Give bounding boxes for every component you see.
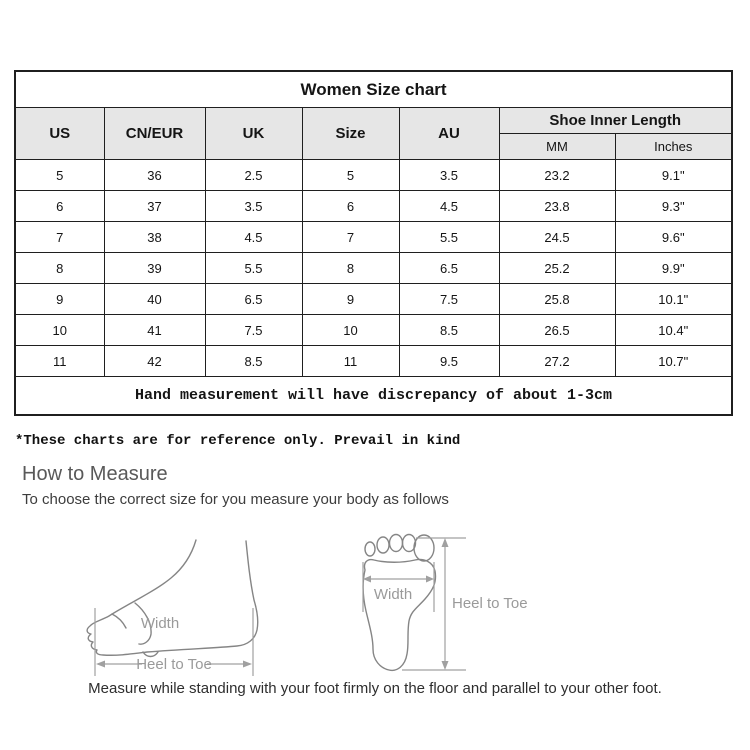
arrowhead-right-icon <box>426 576 434 583</box>
table-cell: 5.5 <box>399 222 499 253</box>
table-cell: 9 <box>302 284 399 315</box>
table-cell: 41 <box>104 315 205 346</box>
column-header-size: Size <box>302 108 399 160</box>
table-cell: 3.5 <box>399 160 499 191</box>
table-cell: 8.5 <box>205 346 302 377</box>
footprint-diagram <box>356 526 528 678</box>
how-to-measure-heading: How to Measure <box>22 463 168 485</box>
subcolumn-header-inches: Inches <box>615 134 732 160</box>
table-cell: 11 <box>15 346 104 377</box>
arrowhead-down-icon <box>442 661 449 670</box>
table-cell: 6 <box>15 191 104 222</box>
table-cell: 5 <box>15 160 104 191</box>
heel-to-toe-label: Heel to Toe <box>136 656 212 673</box>
table-cell: 9.1" <box>615 160 732 191</box>
table-cell: 8 <box>15 253 104 284</box>
table-row <box>15 284 732 315</box>
table-row <box>15 315 732 346</box>
arrowhead-left-icon <box>96 661 105 668</box>
foot-side-view-diagram <box>85 533 270 685</box>
table-cell: 25.2 <box>499 253 615 284</box>
table-row <box>15 191 732 222</box>
table-title: Women Size chart <box>15 71 732 108</box>
table-cell: 6.5 <box>399 253 499 284</box>
table-cell: 27.2 <box>499 346 615 377</box>
women-size-chart-table <box>14 70 733 416</box>
table-cell: 36 <box>104 160 205 191</box>
table-cell: 40 <box>104 284 205 315</box>
table-cell: 9.3" <box>615 191 732 222</box>
table-cell: 11 <box>302 346 399 377</box>
column-header-uk: UK <box>205 108 302 160</box>
table-cell: 5.5 <box>205 253 302 284</box>
table-cell: 8.5 <box>399 315 499 346</box>
toe-joint-line <box>112 614 126 628</box>
table-cell: 7 <box>15 222 104 253</box>
table-cell: 9.5 <box>399 346 499 377</box>
table-cell: 10.1" <box>615 284 732 315</box>
toe-outline <box>377 537 389 553</box>
column-header-shoe-inner-length: Shoe Inner Length <box>499 108 732 134</box>
table-footer-note: Hand measurement will have discrepancy of about 1-3cm <box>15 377 732 415</box>
how-to-measure-subheading: To choose the correct size for you measure your body as follows <box>22 491 449 508</box>
table-cell: 4.5 <box>205 222 302 253</box>
table-header-row <box>15 108 732 134</box>
column-header-au: AU <box>399 108 499 160</box>
table-cell: 4.5 <box>399 191 499 222</box>
table-cell: 23.2 <box>499 160 615 191</box>
table-title-row <box>15 71 732 108</box>
arrowhead-right-icon <box>243 661 252 668</box>
table-footer-row <box>15 377 732 415</box>
table-cell: 9.9" <box>615 253 732 284</box>
reference-note: *These charts are for reference only. Prevail in kind <box>15 433 461 449</box>
table-cell: 24.5 <box>499 222 615 253</box>
table-cell: 7.5 <box>205 315 302 346</box>
table-cell: 2.5 <box>205 160 302 191</box>
table-cell: 42 <box>104 346 205 377</box>
table-cell: 10 <box>302 315 399 346</box>
heel-to-toe-label: Heel to Toe <box>452 595 528 612</box>
table-cell: 39 <box>104 253 205 284</box>
table-row <box>15 222 732 253</box>
arrowhead-up-icon <box>442 538 449 547</box>
table-cell: 23.8 <box>499 191 615 222</box>
table-cell: 9.6" <box>615 222 732 253</box>
column-header-us: US <box>15 108 104 160</box>
table-cell: 9 <box>15 284 104 315</box>
big-toe-outline <box>414 535 434 561</box>
table-cell: 37 <box>104 191 205 222</box>
width-label: Width <box>140 615 180 632</box>
table-cell: 10 <box>15 315 104 346</box>
table-cell: 10.7" <box>615 346 732 377</box>
table-cell: 26.5 <box>499 315 615 346</box>
table-cell: 38 <box>104 222 205 253</box>
table-cell: 7 <box>302 222 399 253</box>
table-cell: 25.8 <box>499 284 615 315</box>
table-cell: 6 <box>302 191 399 222</box>
table-row <box>15 253 732 284</box>
sole-outline <box>363 559 435 670</box>
table-row <box>15 160 732 191</box>
table-cell: 8 <box>302 253 399 284</box>
toe-outline <box>365 542 375 556</box>
subcolumn-header-mm: MM <box>499 134 615 160</box>
measure-caption: Measure while standing with your foot firmly on the floor and parallel to your other foot. <box>88 680 662 697</box>
table-cell: 5 <box>302 160 399 191</box>
table-cell: 7.5 <box>399 284 499 315</box>
table-cell: 6.5 <box>205 284 302 315</box>
table-cell: 3.5 <box>205 191 302 222</box>
table-cell: 10.4" <box>615 315 732 346</box>
column-header-cn-eur: CN/EUR <box>104 108 205 160</box>
width-label: Width <box>373 586 413 603</box>
toe-outline <box>390 535 403 552</box>
foot-side-outline <box>87 540 258 655</box>
table-row <box>15 346 732 377</box>
